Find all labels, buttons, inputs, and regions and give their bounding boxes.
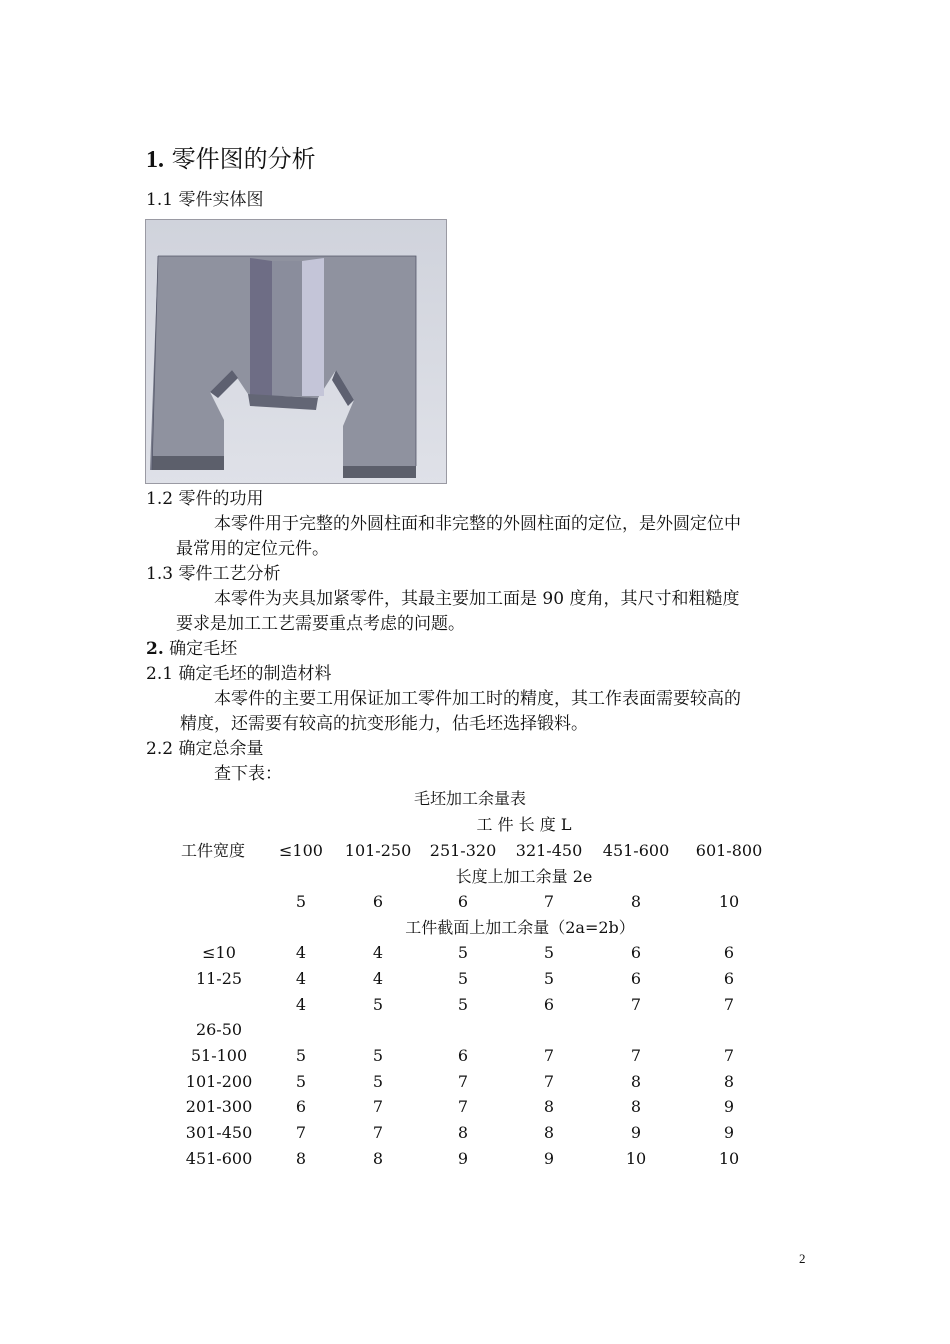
length-header: 工 件 长 度 L bbox=[476, 815, 572, 834]
allowance-cell: 6 bbox=[630, 969, 642, 988]
allowance-cell: 5 bbox=[372, 1072, 384, 1091]
table-title: 毛坯加工余量表 bbox=[413, 789, 527, 808]
length-range-cell: 321-450 bbox=[515, 841, 583, 860]
length-allowance-cell: 7 bbox=[543, 892, 555, 911]
width-range-cell: ≤10 bbox=[202, 943, 236, 962]
length-range-cell: 101-250 bbox=[344, 841, 412, 860]
heading-number: 2. bbox=[146, 639, 164, 659]
allowance-cell: 10 bbox=[625, 1149, 647, 1168]
paragraph-1-3-line2: 要求是加工工艺需要重点考虑的问题。 bbox=[176, 614, 465, 634]
allowance-cell: 4 bbox=[295, 995, 307, 1014]
width-range-cell: 201-300 bbox=[185, 1097, 253, 1116]
section-heading-2 bbox=[146, 641, 237, 658]
length-range-cell: 451-600 bbox=[602, 841, 670, 860]
part-render-svg bbox=[146, 220, 447, 484]
heading-number: 1. bbox=[146, 147, 164, 173]
allowance-cell: 8 bbox=[372, 1149, 384, 1168]
allowance-cell: 7 bbox=[723, 995, 735, 1014]
allowance-cell: 8 bbox=[295, 1149, 307, 1168]
allowance-cell: 7 bbox=[630, 995, 642, 1014]
length-allowance-cell: 5 bbox=[295, 892, 307, 911]
paragraph-1-2-line1: 本零件用于完整的外圆柱面和非完整的外圆柱面的定位，是外圆定位中 bbox=[214, 514, 741, 534]
allowance-cell: 4 bbox=[295, 969, 307, 988]
length-range-cell: 601-800 bbox=[695, 841, 763, 860]
width-range-cell: 51-100 bbox=[190, 1046, 248, 1065]
allowance-cell: 8 bbox=[630, 1072, 642, 1091]
allowance-cell: 7 bbox=[457, 1072, 469, 1091]
length-allowance-cell: 6 bbox=[372, 892, 384, 911]
length-allowance-label: 长度上加工余量 2e bbox=[455, 867, 593, 886]
allowance-cell: 5 bbox=[457, 995, 469, 1014]
width-range-cell: 301-450 bbox=[185, 1123, 253, 1142]
allowance-cell: 9 bbox=[457, 1149, 469, 1168]
allowance-cell: 5 bbox=[295, 1046, 307, 1065]
allowance-cell: 5 bbox=[543, 969, 555, 988]
paragraph-2-1-line1: 本零件的主要工用保证加工零件加工时的精度，其工作表面需要较高的 bbox=[214, 689, 741, 709]
width-label: 工件宽度 bbox=[181, 841, 246, 860]
allowance-cell: 8 bbox=[543, 1097, 555, 1116]
width-range-cell: 451-600 bbox=[185, 1149, 253, 1168]
allowance-cell: 8 bbox=[457, 1123, 469, 1142]
allowance-cell: 9 bbox=[723, 1097, 735, 1116]
allowance-cell: 4 bbox=[372, 943, 384, 962]
allowance-cell: 7 bbox=[723, 1046, 735, 1065]
allowance-cell: 9 bbox=[723, 1123, 735, 1142]
allowance-cell: 7 bbox=[543, 1072, 555, 1091]
page-number: 2 bbox=[799, 1251, 806, 1266]
allowance-cell: 8 bbox=[723, 1072, 735, 1091]
allowance-cell: 8 bbox=[543, 1123, 555, 1142]
paragraph-1-3-line1: 本零件为夹具加紧零件，其最主要加工面是 90 度角，其尺寸和粗糙度 bbox=[214, 589, 740, 609]
length-allowance-cell: 6 bbox=[457, 892, 469, 911]
section-allowance-label: 工件截面上加工余量（2a=2b） bbox=[405, 918, 635, 937]
allowance-cell: 4 bbox=[372, 969, 384, 988]
allowance-cell: 6 bbox=[723, 943, 735, 962]
length-range-cell: ≤100 bbox=[279, 841, 323, 860]
allowance-cell: 7 bbox=[295, 1123, 307, 1142]
subsection-1-3: 1.3 零件工艺分析 bbox=[146, 564, 281, 584]
allowance-cell: 6 bbox=[630, 943, 642, 962]
heading-title: 零件图的分析 bbox=[171, 145, 316, 173]
allowance-cell: 9 bbox=[543, 1149, 555, 1168]
subsection-1-2: 1.2 零件的功用 bbox=[146, 489, 264, 509]
allowance-cell: 6 bbox=[723, 969, 735, 988]
allowance-cell: 5 bbox=[457, 969, 469, 988]
width-range-cell: 26-50 bbox=[195, 1020, 243, 1039]
allowance-cell: 5 bbox=[457, 943, 469, 962]
width-range-cell: 11-25 bbox=[195, 969, 243, 988]
subsection-2-1: 2.1 确定毛坯的制造材料 bbox=[146, 664, 332, 684]
allowance-cell: 5 bbox=[372, 1046, 384, 1065]
subsection-2-2: 2.2 确定总余量 bbox=[146, 739, 264, 759]
part-3d-figure bbox=[145, 219, 447, 484]
paragraph-2-2: 查下表： bbox=[214, 764, 282, 784]
paragraph-1-2-line2: 最常用的定位元件。 bbox=[176, 539, 329, 559]
allowance-cell: 7 bbox=[543, 1046, 555, 1065]
allowance-cell: 6 bbox=[295, 1097, 307, 1116]
allowance-cell: 7 bbox=[630, 1046, 642, 1065]
allowance-cell: 7 bbox=[457, 1097, 469, 1116]
allowance-cell: 9 bbox=[630, 1123, 642, 1142]
section-heading-1 bbox=[146, 147, 316, 172]
subsection-1-1: 1.1 零件实体图 bbox=[146, 190, 264, 210]
heading-title: 确定毛坯 bbox=[169, 639, 238, 659]
allowance-cell: 7 bbox=[372, 1123, 384, 1142]
allowance-cell: 5 bbox=[372, 995, 384, 1014]
allowance-cell: 8 bbox=[630, 1097, 642, 1116]
length-range-cell: 251-320 bbox=[429, 841, 497, 860]
width-range-cell: 101-200 bbox=[185, 1072, 253, 1091]
allowance-cell: 4 bbox=[295, 943, 307, 962]
allowance-cell: 6 bbox=[457, 1046, 469, 1065]
allowance-cell: 5 bbox=[295, 1072, 307, 1091]
allowance-cell: 6 bbox=[543, 995, 555, 1014]
allowance-cell: 7 bbox=[372, 1097, 384, 1116]
allowance-cell: 5 bbox=[543, 943, 555, 962]
paragraph-2-1-line2: 精度，还需要有较高的抗变形能力，估毛坯选择锻料。 bbox=[180, 714, 588, 734]
length-allowance-cell: 8 bbox=[630, 892, 642, 911]
allowance-cell: 10 bbox=[718, 1149, 740, 1168]
length-allowance-cell: 10 bbox=[718, 892, 740, 911]
